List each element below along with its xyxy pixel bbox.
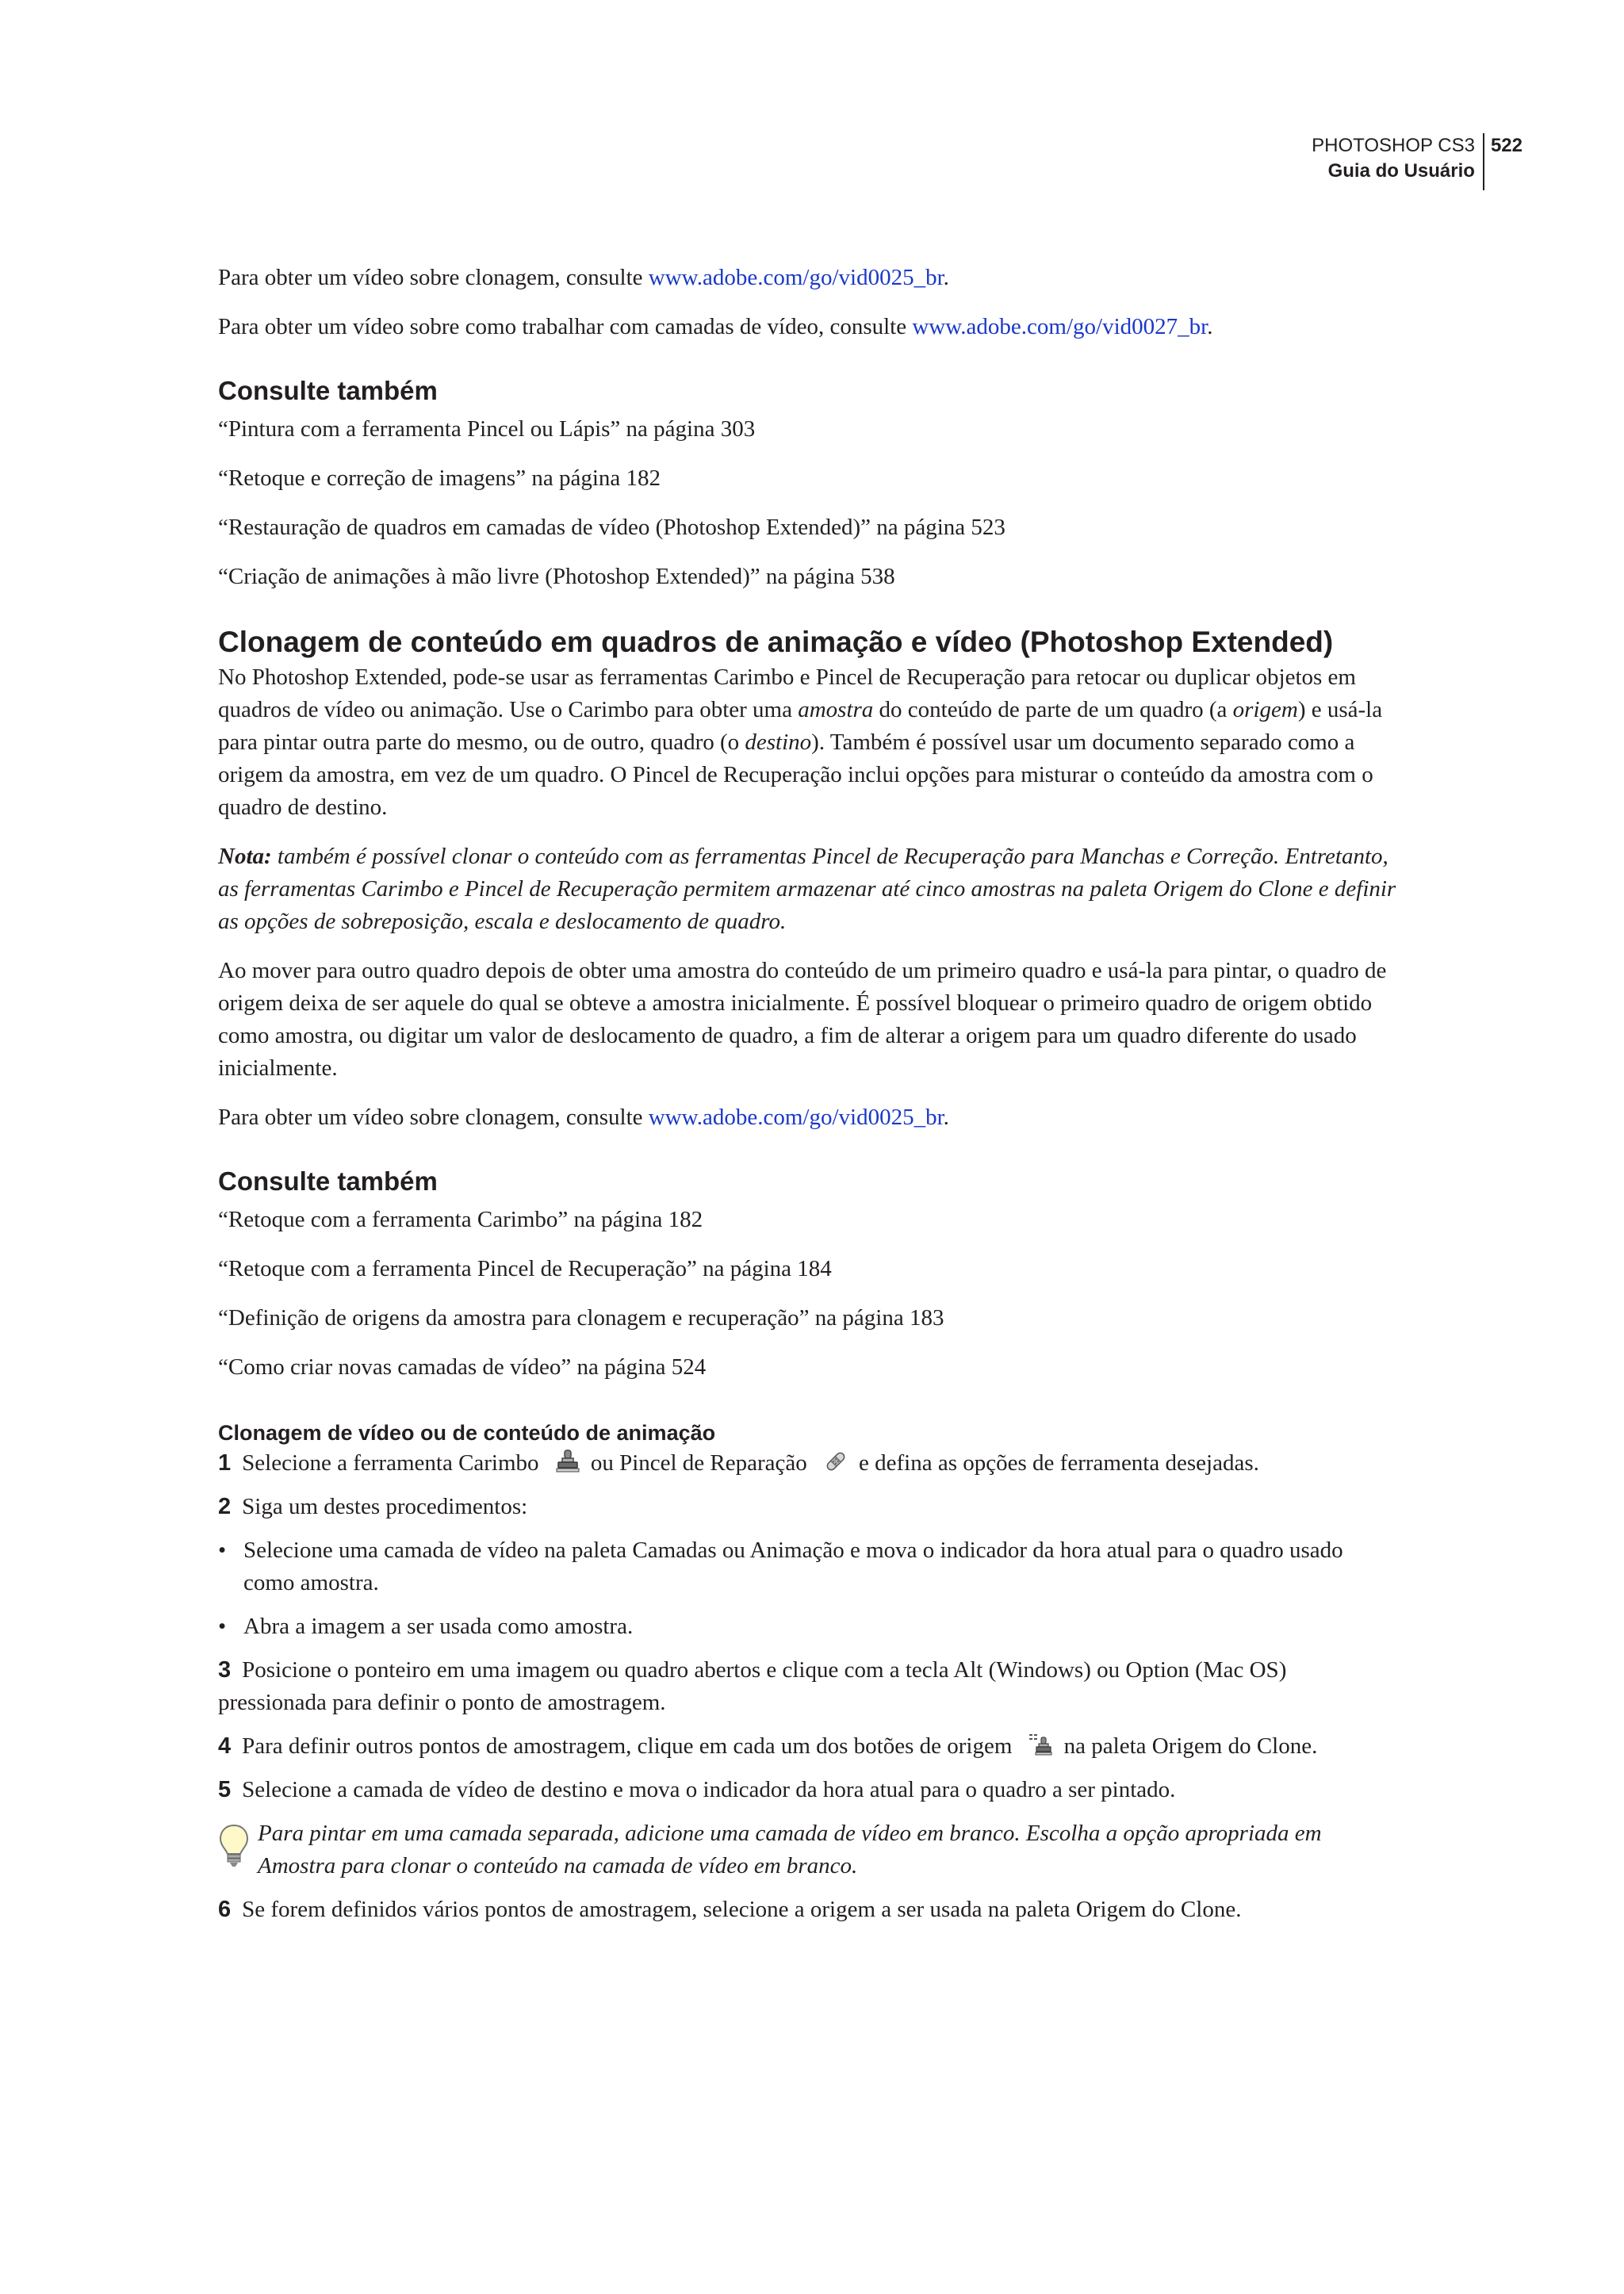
video-link-1[interactable]: www.adobe.com/go/vid0025_br [648,265,944,290]
video-paragraph-3: Para obter um vídeo sobre clonagem, consulte www.adobe.com/go/vid0025_br. [218,1105,949,1130]
see-also-link[interactable]: “Definição de origens da amostra para clonagem e recuperação” na página 183 [218,1305,944,1331]
see-also-heading-2: Consulte também [218,1166,438,1196]
section-paragraph-1: No Photoshop Extended, pode-se usar as ferramentas Carimbo e Pincel de Recuperação para retocar ou duplicar objetos em quadros de vídeo ou animação. Use o Carimbo para obter uma amostra do conteúdo de parte de um quadro (a origem) e usá-la para pintar outra parte do mesmo, ou de outro, quadro (o destino). Também é possível usar um documento separado como a origem da amostra, em vez de um quadro. O Pincel de Recuperação inclui opções para misturar o conteúdo da amostra com o quadro de destino. [218,664,1383,820]
step-1: 1 Selecione a ferramenta Carimbo ou Pincel de Reparação e defina as opções de ferramenta desejadas. [218,1447,1400,1480]
see-also-link[interactable]: “Pintura com a ferramenta Pincel ou Lápis” na página 303 [218,416,756,442]
product-name: PHOTOSHOP CS3 [1312,135,1475,156]
note-paragraph: Nota: também é possível clonar o conteúdo com as ferramentas Pincel de Recuperação para Manchas e Correção. Entretanto, as ferramentas Carimbo e Pincel de Recuperação permitem armazenar até cinco amostras na paleta Origem do Clone e definir as opções de sobreposição, escala e deslocamento de quadro. [218,844,1396,934]
list-item: • Selecione uma camada de vídeo na paleta Camadas ou Animação e mova o indicador da hora atual para o quadro usado como amostra. [218,1538,1343,1595]
video-paragraph-2: Para obter um vídeo sobre como trabalhar com camadas de vídeo, consulte www.adobe.com/go/vid0027_br. [218,314,1213,339]
see-also-heading-1: Consulte também [218,376,438,405]
clone-source-button-icon [1028,1731,1055,1758]
page-content [218,262,1400,1926]
see-also-link[interactable]: “Criação de animações à mão livre (Photoshop Extended)” na página 538 [218,564,895,589]
guide-name: Guia do Usuário [1327,160,1475,182]
video-link-2[interactable]: www.adobe.com/go/vid0027_br [912,314,1208,339]
see-also-link[interactable]: “Retoque com a ferramenta Carimbo” na página 182 [218,1207,703,1232]
see-also-link[interactable]: “Como criar novas camadas de vídeo” na página 524 [218,1354,707,1380]
tip-text: Para pintar em uma camada separada, adicione uma camada de vídeo em branco. Escolha a opção apropriada em Amostra para clonar o conteúdo na camada de vídeo em branco. [258,1821,1322,1878]
healing-brush-tool-icon [822,1448,849,1475]
lightbulb-tip-icon [218,1817,258,1874]
video-paragraph-1: Para obter um vídeo sobre clonagem, consulte www.adobe.com/go/vid0025_br. [218,265,949,290]
section-paragraph-2: Ao mover para outro quadro depois de obter uma amostra do conteúdo de um primeiro quadro e usá-la para pintar, o quadro de origem deixa de ser aquele do qual se obteve a amostra inicialmente. É possível bloquear o primeiro quadro de origem obtido como amostra, ou digitar um valor de deslocamento de quadro, a fim de alterar a origem para um quadro diferente do usado inicialmente. [218,958,1387,1081]
step-2: 2 Siga um destes procedimentos: [218,1494,528,1519]
step-6: 6 Se forem definidos vários pontos de amostragem, selecione a origem a ser usada na paleta Origem do Clone. [218,1897,1242,1922]
step-5: 5 Selecione a camada de vídeo de destino e mova o indicador da hora atual para o quadro a ser pintado. [218,1777,1176,1802]
page-number: 522 [1490,135,1522,156]
list-item: • Abra a imagem a ser usada como amostra. [218,1614,634,1639]
see-also-link[interactable]: “Restauração de quadros em camadas de vídeo (Photoshop Extended)” na página 523 [218,515,1005,540]
step-3: 3 Posicione o ponteiro em uma imagem ou quadro abertos e clique com a tecla Alt (Windows) ou Option (Mac OS) pressionada para definir o ponto de amostragem. [218,1657,1287,1715]
section-title: Clonagem de conteúdo em quadros de animação e vídeo (Photoshop Extended) [218,626,1334,658]
procedure-title: Clonagem de vídeo ou de conteúdo de animação [218,1421,716,1445]
see-also-link[interactable]: “Retoque com a ferramenta Pincel de Recuperação” na página 184 [218,1256,832,1281]
step-4: 4 Para definir outros pontos de amostragem, clique em cada um dos botões de origem na paleta Origem do Clone. [218,1730,1400,1763]
clone-stamp-tool-icon [554,1448,581,1475]
video-link-3[interactable]: www.adobe.com/go/vid0025_br [648,1105,944,1130]
tip-box [218,1817,1400,1882]
see-also-link[interactable]: “Retoque e correção de imagens” na página 182 [218,465,661,491]
